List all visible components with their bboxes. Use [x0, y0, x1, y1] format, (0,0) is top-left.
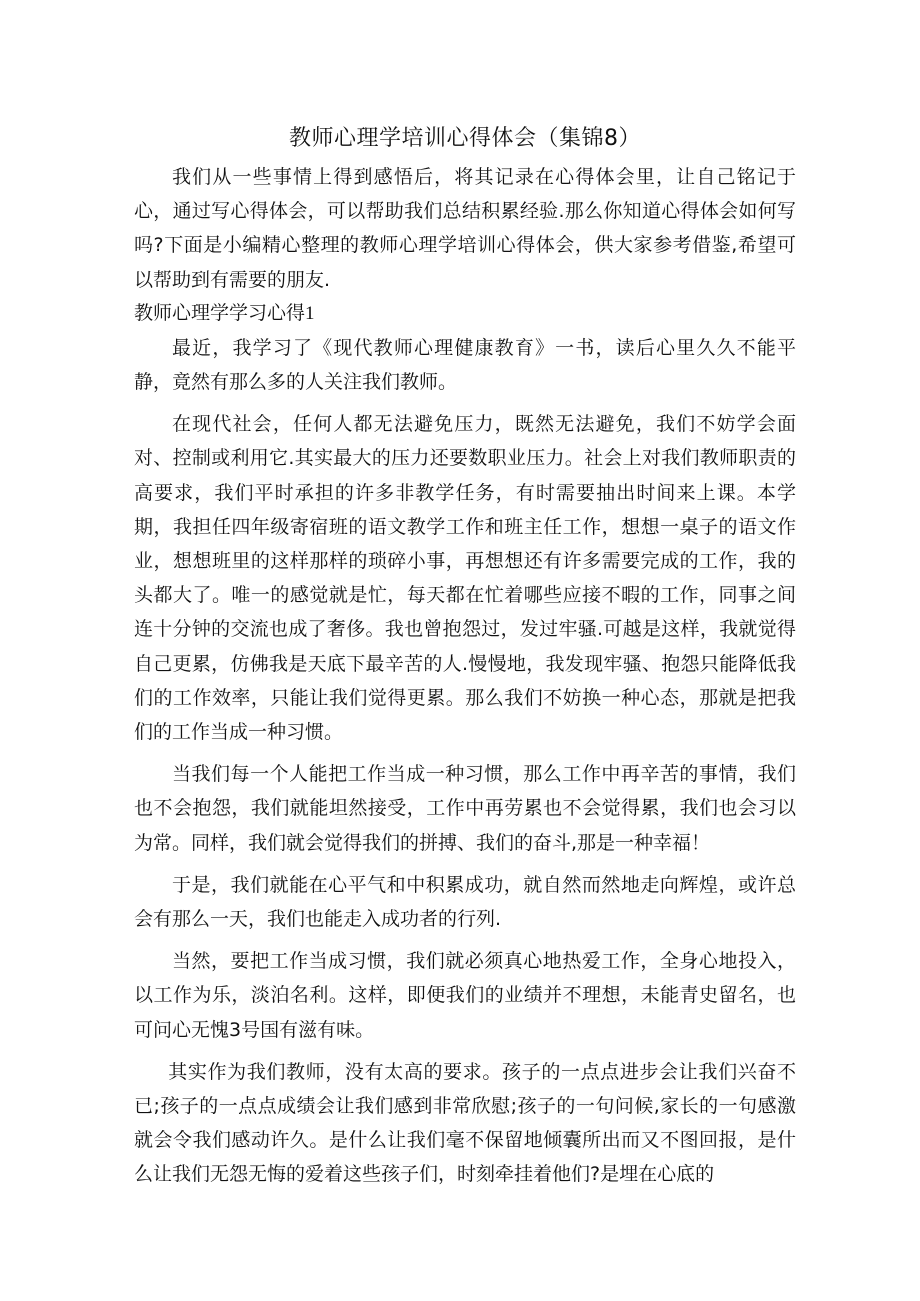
body-paragraph-5: 当然，要把工作当成习惯，我们就必须真心地热爱工作，全身心地投入，以工作为乐，淡泊名利。这样，即便我们的业绩并不理想，未能青史留名，也可问心无愧3号国有滋有味。 [134, 950, 796, 1041]
paragraph-gap [134, 749, 796, 757]
body-paragraph-3: 当我们每一个人能把工作当成一种习惯，那么工作中再辛苦的事情，我们也不会抱怨，我们就能坦然接受，工作中再劳累也不会觉得累，我们也会习以为常。同样，我们就会觉得我们的拼搏、我们的奋斗,那是一种幸福！ [134, 763, 796, 854]
body-paragraph-2: 在现代社会，任何人都无法避免压力，既然无法避免，我们不妨学会面对、控制或利用它.其实最大的压力还要数职业压力。社会上对我们教师职责的高要求，我们平时承担的许多非教学任务，有时需要抽出时间来上课。本学期，我担任四年级寄宿班的语文教学工作和班主任工作，想想一桌子的语文作业，想想班里的这样那样的琐碎小事，再想想还有许多需要完成的工作，我的头都大了。唯一的感觉就是忙，每天都在忙着哪些应接不暇的工作，同事之间连十分钟的交流也成了奢侈。我也曾抱怨过，发过牢骚.可越是这样，我就觉得自己更累，仿佛我是天底下最辛苦的人.慢慢地，我发现牢骚、抱怨只能降低我们的工作效率，只能让我们觉得更累。那么我们不妨换一种心态，那就是把我们的工作当成一种习惯。 [134, 413, 796, 744]
paragraph-gap [134, 399, 796, 407]
section-heading: 教师心理学学习心得1 [134, 302, 315, 324]
paragraph-gap [134, 860, 796, 868]
paragraph-gap [134, 1047, 796, 1055]
document-title: 教师心理学培训心得体会（集锦8） [289, 126, 641, 151]
body-paragraph-6: 其实作为我们教师，没有太高的要求。孩子的一点点进步会让我们兴奋不已;孩子的一点点成绩会让我们感到非常欣慰;孩子的一句问候,家长的一句感激就会令我们感动许久。是什么让我们毫不保留地倾囊所出而又不图回报，是什么让我们无怨无悔的爱着这些孩子们，时刻牵挂着他们?是埋在心底的 [134, 1060, 796, 1186]
document-body [134, 122, 796, 1192]
intro-paragraph: 我们从一些事情上得到感悟后，将其记录在心得体会里，让自己铭记于心，通过写心得体会，可以帮助我们总结积累经验.那么你知道心得体会如何写吗?下面是小编精心整理的教师心理学培训心得体会，供大家参考借鉴,希望可以帮助到有需要的朋友. [134, 166, 796, 291]
body-paragraph-1: 最近，我学习了《现代教师心理健康教育》一书，读后心里久久不能平静，竟然有那么多的人关注我们教师。 [134, 336, 796, 394]
paragraph-gap [134, 936, 796, 944]
body-paragraph-4: 于是，我们就能在心平气和中积累成功，就自然而然地走向辉煌，或许总会有那么一天，我们也能走入成功者的行列. [134, 873, 796, 931]
